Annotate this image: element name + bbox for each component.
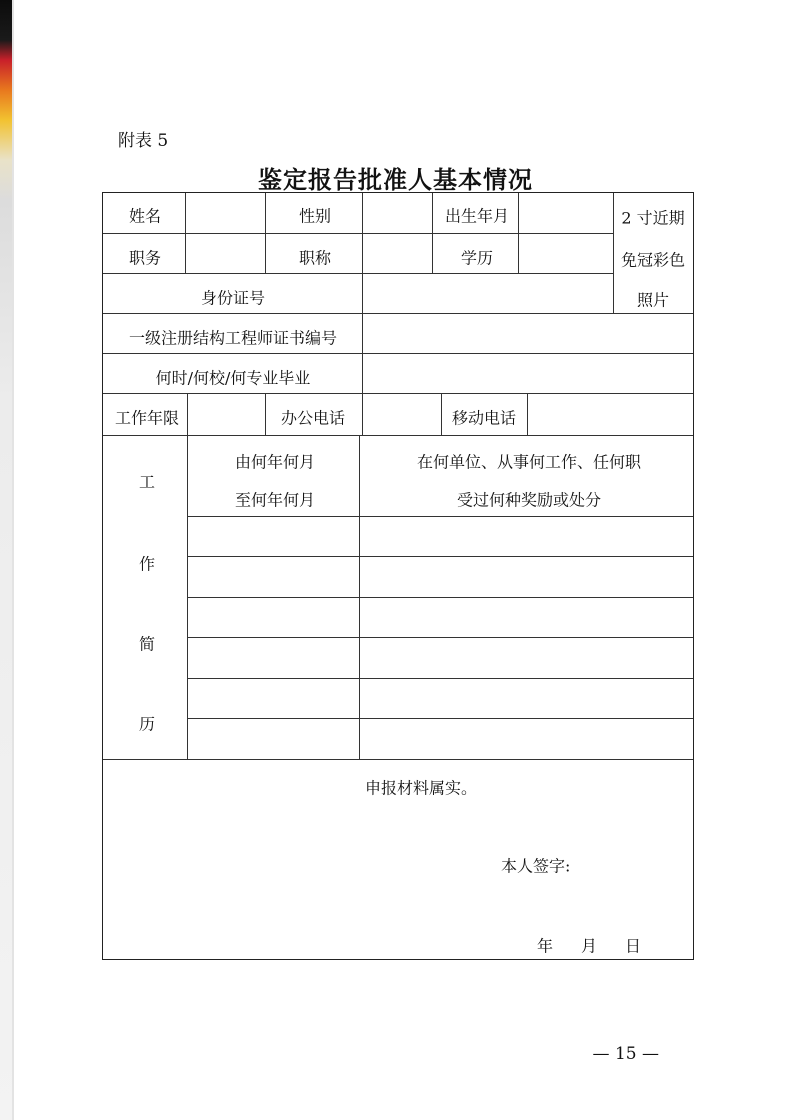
label-title: 职称	[298, 248, 332, 268]
resume-side-char-2: 作	[138, 554, 156, 574]
row-line-5	[103, 393, 693, 394]
label-position: 职务	[128, 248, 162, 268]
resume-header-period-line2: 至何年何月	[234, 490, 316, 510]
col-line-d	[432, 193, 433, 273]
resume-col-line-1	[187, 435, 188, 759]
resume-header-detail-line2: 受过何种奖励或处分	[456, 490, 602, 510]
resume-header-period-line1: 由何年何月	[234, 452, 316, 472]
label-graduation: 何时/何校/何专业毕业	[155, 368, 311, 388]
label-gender: 性别	[298, 206, 332, 226]
label-office-phone: 办公电话	[280, 408, 346, 428]
date-year-label: 年	[536, 936, 554, 956]
photo-label-line2: 免冠彩色	[620, 250, 686, 270]
label-education: 学历	[460, 248, 494, 268]
col-line-c	[362, 193, 363, 313]
label-birth: 出生年月	[444, 206, 510, 226]
page-number: — 15 —	[592, 1044, 659, 1064]
col-line-b	[265, 193, 266, 273]
resume-col-line-2	[359, 435, 360, 759]
col-line-years-a	[187, 393, 188, 435]
date-month-label: 月	[580, 936, 598, 956]
col-line-cert	[362, 313, 363, 393]
resume-line-1	[187, 516, 693, 517]
resume-line-2	[187, 556, 693, 557]
col-line-mobile	[527, 393, 528, 435]
resume-bottom-line	[103, 759, 693, 760]
resume-line-4	[187, 637, 693, 638]
resume-header-detail-line1: 在何单位、从事何工作、任何职	[416, 452, 642, 472]
col-line-years-b	[265, 393, 266, 435]
row-line-1	[103, 233, 613, 234]
label-id-number: 身份证号	[200, 288, 266, 308]
resume-side-char-1: 工	[138, 472, 156, 492]
row-line-3	[103, 313, 693, 314]
resume-side-char-3: 简	[138, 634, 156, 654]
label-cert-number: 一级注册结构工程师证书编号	[128, 328, 338, 348]
resume-side-char-4: 历	[138, 714, 156, 734]
label-name: 姓名	[128, 206, 162, 226]
row-line-4	[103, 353, 693, 354]
approver-info-form	[102, 192, 694, 960]
resume-line-5	[187, 678, 693, 679]
page-title: 鉴定报告批准人基本情况	[258, 165, 533, 194]
resume-line-6	[187, 718, 693, 719]
resume-line-3	[187, 597, 693, 598]
col-line-a	[185, 193, 186, 273]
col-line-photo	[613, 193, 614, 313]
label-mobile-phone: 移动电话	[451, 408, 517, 428]
col-line-phone-a	[362, 393, 363, 435]
row-line-6	[103, 435, 693, 436]
row-line-2	[103, 273, 613, 274]
signature-label: 本人签字:	[501, 856, 571, 876]
photo-label-line3: 照片	[636, 290, 670, 310]
photo-label-line1: 2 寸近期	[621, 208, 685, 228]
col-line-phone-b	[441, 393, 442, 435]
col-line-e	[518, 193, 519, 273]
annex-label: 附表 5	[118, 131, 169, 151]
label-years: 工作年限	[114, 408, 180, 428]
date-day-label: 日	[624, 936, 642, 956]
declaration-statement: 申报材料属实。	[364, 778, 478, 798]
